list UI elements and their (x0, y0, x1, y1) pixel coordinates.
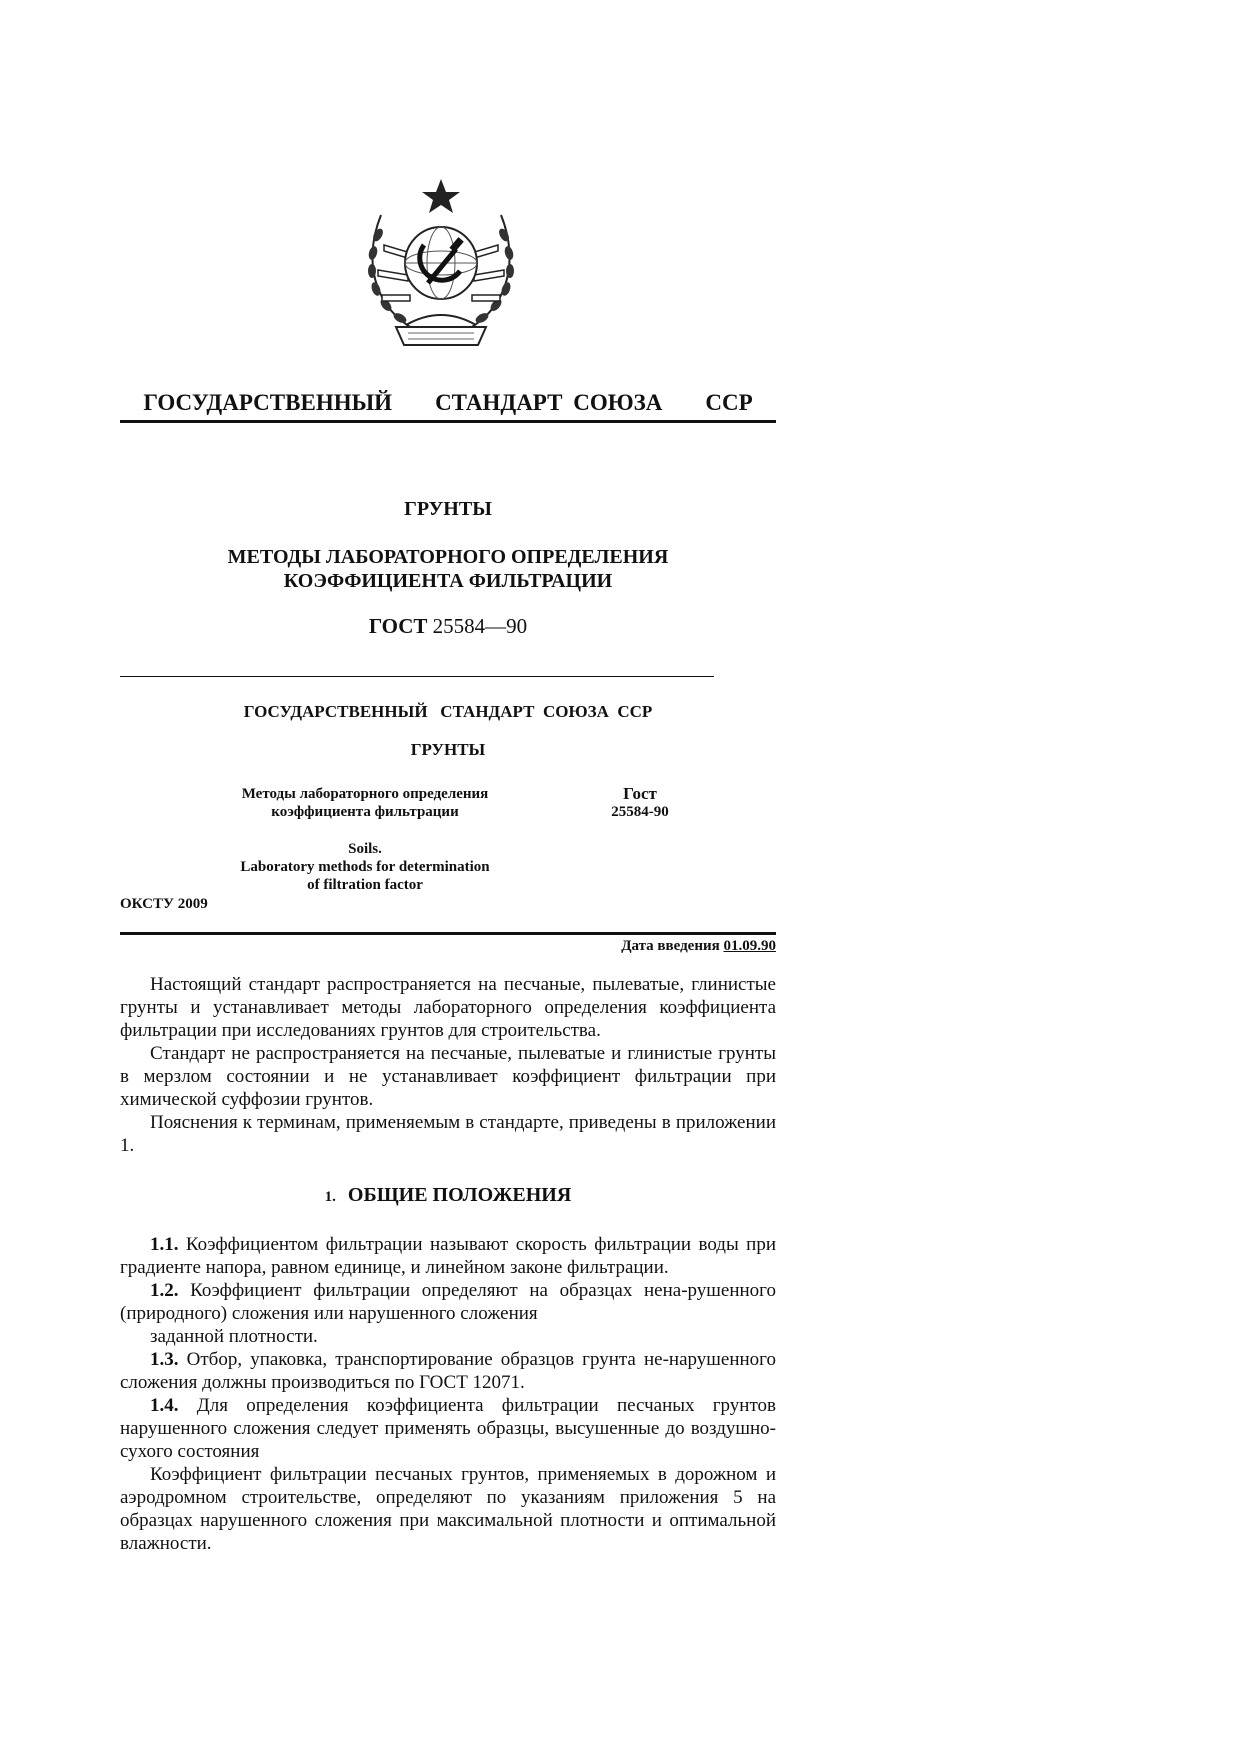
clause-1-1-number: 1.1. (150, 1234, 179, 1255)
section-1-number: 1. (324, 1189, 336, 1205)
clause-1-3-number: 1.3. (150, 1349, 179, 1370)
method-title-line2: КОЭФФИЦИЕНТА ФИЛЬТРАЦИИ (283, 570, 613, 592)
clause-1-1-text: Коэффициентом фильтрации называют скорость фильтрации воды при градиенте напора, равном единице, и линейном законе фильтрации. (120, 1234, 776, 1278)
standard-header: ГОСУДАРСТВЕННЫЙ СТАНДАРТ СОЮЗА ССР (243, 702, 653, 721)
date-value: 01.09.90 (723, 938, 776, 954)
en-title (215, 840, 515, 894)
clause-1-2-number: 1.2. (150, 1280, 179, 1301)
okstu-code: ОКСТУ 2009 (120, 896, 208, 912)
clause-1-3-text: Отбор, упаковка, транспортирование образцов грунта не-нарушенного сложения должны производиться по ГОСТ 12071. (120, 1349, 776, 1393)
section-1-last-paragraph: Коэффициент фильтрации песчаных грунтов, применяемых в дорожном и аэродромном строительстве, определяют по указаниям приложения 5 на образцах нарушенного сложения при максимальной плотности и оптимальной влажности. (120, 1464, 776, 1554)
en-title-line2: Laboratory methods for determination (240, 859, 490, 875)
date-label: Дата введения (621, 938, 724, 954)
clause-1-4-text: Для определения коэффициента фильтрации песчаных грунтов нарушенного сложения следует применять образцы, высушенные до воздушно-сухого состояния (120, 1395, 776, 1462)
section-1-title: ОБЩИЕ ПОЛОЖЕНИЯ (347, 1184, 572, 1206)
en-title-line1: Soils. (348, 841, 382, 857)
introduction-date (120, 937, 776, 955)
title-separator (120, 676, 714, 677)
clause-1-4-number: 1.4. (150, 1395, 179, 1416)
ru-title (210, 785, 520, 821)
clause-1-1 (120, 1233, 776, 1279)
section-1-heading (120, 1184, 776, 1207)
gost-designation (120, 614, 776, 639)
gost-prefix: ГОСТ (368, 614, 428, 638)
intro-text (120, 973, 776, 1157)
clause-1-4 (120, 1394, 776, 1463)
gost-number: 25584—90 (427, 614, 528, 638)
gost-label: Гост (623, 784, 657, 803)
ru-title-line2: коэффициента фильтрации (271, 804, 459, 820)
gost-code: 25584-90 (611, 804, 669, 820)
state-standard-header: ГОСУДАРСТВЕННЫЙ СТАНДАРТ СОЮЗА ССР (143, 390, 753, 415)
ussr-state-emblem (356, 175, 526, 357)
clause-1-2-continuation: заданной плотности. (150, 1326, 318, 1347)
clause-1-3 (120, 1348, 776, 1394)
clause-1-2-text: Коэффициент фильтрации определяют на образцах нена-рушенного (природного) сложения или нарушенного сложения (120, 1280, 776, 1324)
intro-paragraph-3: Пояснения к терминам, применяемым в стандарте, приведены в приложении 1. (120, 1112, 776, 1156)
gost-code-block (585, 785, 695, 821)
header-rule (120, 420, 776, 423)
subject-title: ГРУНТЫ (404, 498, 492, 520)
method-title-line1: МЕТОДЫ ЛАБОРАТОРНОГО ОПРЕДЕЛЕНИЯ (227, 546, 669, 568)
intro-paragraph-2: Стандарт не распространяется на песчаные, пылеватые и глинистые грунты в мерзлом состоянии и не устанавливает коэффициент фильтрации при химической суффозии грунтов. (120, 1043, 776, 1110)
clause-1-2 (120, 1279, 776, 1325)
en-title-line3: of filtration factor (307, 877, 423, 893)
ru-title-line1: Методы лабораторного определения (241, 786, 489, 802)
standard-block-rule (120, 932, 776, 935)
standard-subject: ГРУНТЫ (410, 740, 486, 759)
section-1-text (120, 1233, 776, 1555)
method-title (120, 545, 776, 593)
intro-paragraph-1: Настоящий стандарт распространяется на песчаные, пылеватые, глинистые грунты и устанавливает методы лабораторного определения коэффициента фильтрации при исследованиях грунтов для строительства. (120, 974, 776, 1041)
